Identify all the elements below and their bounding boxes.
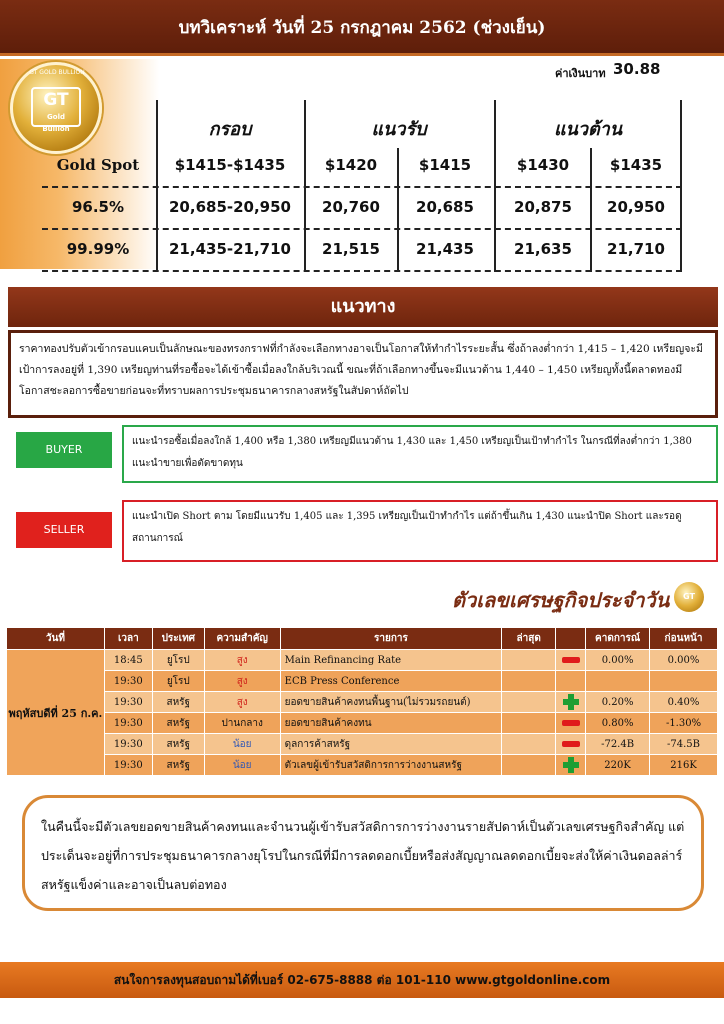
event-cell: ECB Press Conference	[280, 671, 502, 692]
col-importance: ความสำคัญ	[204, 628, 280, 650]
resistance-1: $1430	[516, 156, 570, 174]
latest-cell	[502, 734, 556, 755]
price-row-gold-spot	[42, 148, 682, 188]
plus-icon	[563, 757, 579, 773]
econ-header-row	[7, 628, 718, 650]
previous-cell: 0.00%	[650, 650, 718, 671]
previous-cell: -1.30%	[650, 713, 718, 734]
minus-icon	[562, 720, 580, 726]
signal-cell	[556, 671, 586, 692]
price-table-header	[42, 110, 682, 144]
previous-cell: -74.5B	[650, 734, 718, 755]
table-row	[7, 692, 718, 713]
contact-footer: สนใจการลงทุนสอบถามได้ที่เบอร์ 02-675-8888 ต่อ 101-110 www.gtgoldonline.com	[0, 962, 724, 998]
event-cell: ยอดขายสินค้าคงทน	[280, 713, 502, 734]
importance-cell: น้อย	[204, 734, 280, 755]
day-cell: พฤหัสบดีที่ 25 ก.ค.	[7, 650, 105, 776]
event-cell: ดุลการค้าสหรัฐ	[280, 734, 502, 755]
header-range: กรอบ	[208, 119, 252, 140]
previous-cell	[650, 671, 718, 692]
forecast-cell: 0.00%	[586, 650, 650, 671]
table-row	[7, 734, 718, 755]
importance-cell: สูง	[204, 650, 280, 671]
support-2: 21,435	[416, 240, 474, 258]
buyer-advice: แนะนำรอซื้อเมื่อลงใกล้ 1,400 หรือ 1,380 เหรียญมีแนวต้าน 1,430 และ 1,450 เหรียญเป็นเป้าทำกำไร ในกรณีที่ลงต่ำกว่า 1,380 แนะนำขายเพื่อตัดขาดทุน	[122, 425, 718, 483]
range-value: 20,685-20,950	[169, 198, 291, 216]
latest-cell	[502, 755, 556, 776]
range-value: $1415-$1435	[174, 156, 286, 174]
table-row	[7, 671, 718, 692]
col-latest: ล่าสุด	[502, 628, 556, 650]
time-cell: 18:45	[104, 650, 152, 671]
time-cell: 19:30	[104, 755, 152, 776]
col-signal	[556, 628, 586, 650]
row-label: 96.5%	[71, 198, 125, 216]
col-event: รายการ	[280, 628, 502, 650]
time-cell: 19:30	[104, 671, 152, 692]
resistance-2: $1435	[609, 156, 663, 174]
range-value: 21,435-21,710	[169, 240, 291, 258]
minus-icon	[562, 741, 580, 747]
table-row	[7, 755, 718, 776]
importance-cell: สูง	[204, 671, 280, 692]
summary-text: ในคืนนี้จะมีตัวเลขยอดขายสินค้าคงทนและจำนวนผู้เข้ารับสวัสดิการการว่างงานรายสัปดาห์เป็นตัวเลขเศรษฐกิจสำคัญ แต่ประเด็นจะอยู่ที่การประชุมธนาคารกลางยุโรปในกรณีที่มีการลดดอกเบี้ยหรือส่งสัญญาณลดดอกเบี้ยจะส่งให้ค่าเงินดอลล่าร์สหรัฐแข็งค่าและอาจเป็นลบต่อทอง	[22, 795, 704, 911]
forecast-cell: 0.20%	[586, 692, 650, 713]
support-1: 21,515	[322, 240, 380, 258]
exchange-rate-label: ค่าเงินบาท	[555, 67, 606, 80]
signal-cell	[556, 713, 586, 734]
guidance-title: แนวทาง	[8, 287, 718, 327]
guidance-text: ราคาทองปรับตัวเข้ากรอบแคบเป็นลักษณะของทรงกราฟที่กำลังจะเลือกทางอาจเป็นโอกาสให้ทำกำไรระยะสั้น ซึ่งถ้าลงต่ำกว่า 1,415 – 1,420 เหรียญจะมีเป้าการลงอยู่ที่ 1,390 เหรียญท่านที่รอซื้อจะได้เข้าซื้อเมื่อลงใกล้บริเวณนี้ ขณะที่ถ้าเลือกทางขึ้นจะมีแนวต้าน 1,440 – 1,450 เหรียญทั้งนี้ตลาดทองมีโอกาสชะลอการซื้อขายก่อนจะที่ทราบผลการประชุมธนาคารกลางสหรัฐในสัปดาห์ถัดไป	[8, 330, 718, 418]
importance-cell: ปานกลาง	[204, 713, 280, 734]
country-cell: ยูโรป	[152, 650, 204, 671]
gt-badge-icon: GT	[674, 582, 704, 612]
econ-calendar-title: ตัวเลขเศรษฐกิจประจำวัน	[452, 588, 670, 612]
exchange-rate-value: 30.88	[613, 60, 661, 78]
table-row	[7, 713, 718, 734]
signal-cell	[556, 692, 586, 713]
plus-icon	[563, 694, 579, 710]
header-support: แนวรับ	[371, 119, 427, 140]
col-country: ประเทศ	[152, 628, 204, 650]
forecast-cell: 0.80%	[586, 713, 650, 734]
table-row	[7, 650, 718, 671]
time-cell: 19:30	[104, 692, 152, 713]
latest-cell	[502, 692, 556, 713]
econ-calendar-table	[6, 627, 718, 776]
col-time: เวลา	[104, 628, 152, 650]
latest-cell	[502, 713, 556, 734]
report-title: บทวิเคราะห์ วันที่ 25 กรกฎาคม 2562 (ช่วงเย็น)	[0, 0, 724, 56]
resistance-2: 20,950	[607, 198, 665, 216]
event-cell: ยอดขายสินค้าคงทนพื้นฐาน(ไม่รวมรถยนต์)	[280, 692, 502, 713]
seller-advice: แนะนำเปิด Short ตาม โดยมีแนวรับ 1,405 และ 1,395 เหรียญเป็นเป้าทำกำไร แต่ถ้าขึ้นเกิน 1,430 แนะนำปิด Short และรอดูสถานการณ์	[122, 500, 718, 562]
signal-cell	[556, 734, 586, 755]
latest-cell	[502, 671, 556, 692]
row-label: Gold Spot	[56, 156, 140, 174]
resistance-1: 21,635	[514, 240, 572, 258]
resistance-1: 20,875	[514, 198, 572, 216]
previous-cell: 0.40%	[650, 692, 718, 713]
col-forecast: คาดการณ์	[586, 628, 650, 650]
support-2: 20,685	[416, 198, 474, 216]
importance-cell: น้อย	[204, 755, 280, 776]
row-label: 99.99%	[66, 240, 130, 258]
price-row-96	[42, 190, 682, 230]
country-cell: สหรัฐ	[152, 755, 204, 776]
support-1: $1420	[324, 156, 378, 174]
support-1: 20,760	[322, 198, 380, 216]
seller-tag: SELLER	[16, 512, 112, 548]
logo-ring-text: GT GOLD BULLION	[29, 69, 85, 76]
price-table	[42, 100, 682, 272]
country-cell: สหรัฐ	[152, 692, 204, 713]
minus-icon	[562, 657, 580, 663]
support-2: $1415	[418, 156, 472, 174]
col-date: วันที่	[7, 628, 105, 650]
logo-sub-text: Gold Bullion	[42, 113, 70, 133]
col-previous: ก่อนหน้า	[650, 628, 718, 650]
forecast-cell: 220K	[586, 755, 650, 776]
country-cell: ยูโรป	[152, 671, 204, 692]
time-cell: 19:30	[104, 713, 152, 734]
importance-cell: สูง	[204, 692, 280, 713]
country-cell: สหรัฐ	[152, 713, 204, 734]
price-row-9999	[42, 232, 682, 272]
previous-cell: 216K	[650, 755, 718, 776]
logo-main-text: GT	[43, 90, 69, 110]
header-resistance: แนวต้าน	[553, 119, 623, 140]
time-cell: 19:30	[104, 734, 152, 755]
forecast-cell: -72.4B	[586, 734, 650, 755]
country-cell: สหรัฐ	[152, 734, 204, 755]
resistance-2: 21,710	[607, 240, 665, 258]
signal-cell	[556, 650, 586, 671]
latest-cell	[502, 650, 556, 671]
forecast-cell	[586, 671, 650, 692]
signal-cell	[556, 755, 586, 776]
buyer-tag: BUYER	[16, 432, 112, 468]
event-cell: ตัวเลขผู้เข้ารับสวัสดิการการว่างงานสหรัฐ	[280, 755, 502, 776]
event-cell: Main Refinancing Rate	[280, 650, 502, 671]
